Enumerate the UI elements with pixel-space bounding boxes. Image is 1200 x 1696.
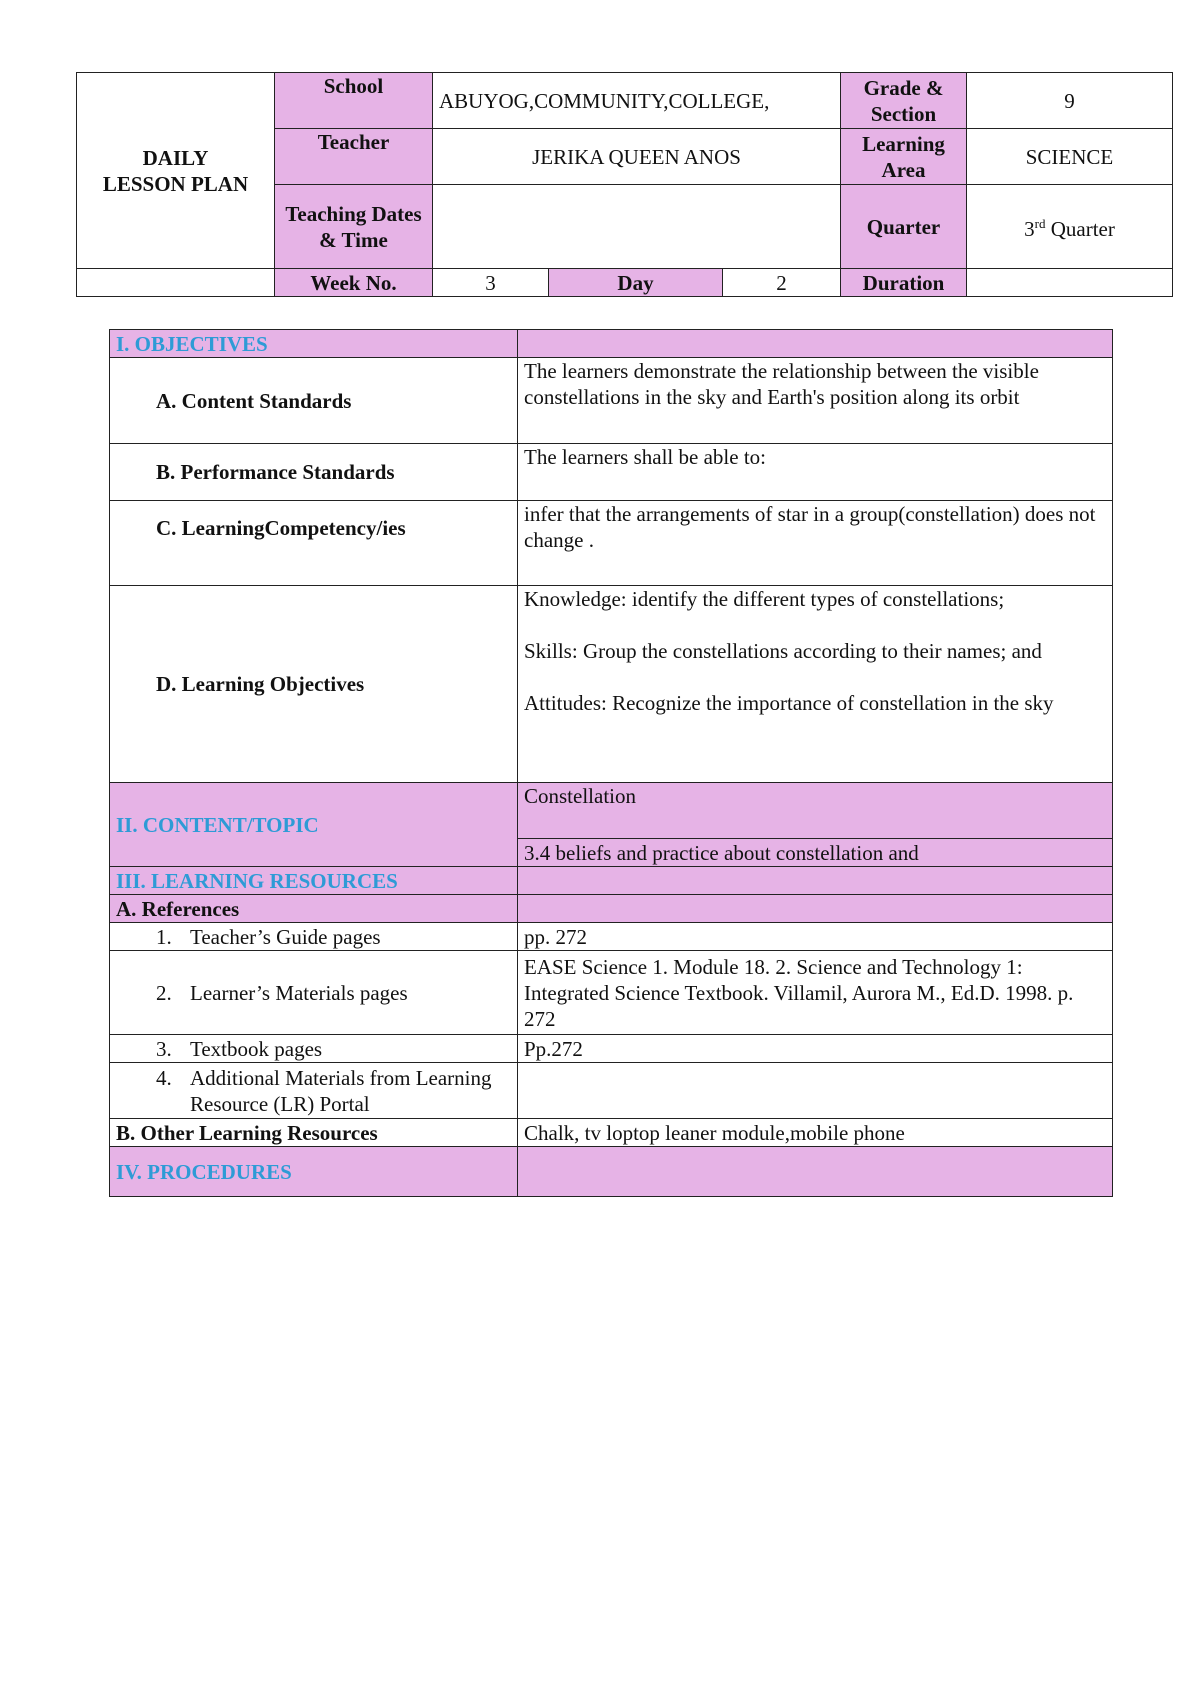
learning-resources-heading-blank bbox=[518, 867, 1113, 895]
objective-attitudes: Attitudes: Recognize the importance of constellation in the sky bbox=[524, 691, 1054, 715]
other-resources-label: B. Other Learning Resources bbox=[110, 1119, 518, 1147]
content-topic-heading: II. CONTENT/TOPIC bbox=[110, 783, 518, 867]
resource-number: 2. bbox=[156, 980, 172, 1005]
other-resources-value: Chalk, tv loptop leaner module,mobile phone bbox=[518, 1119, 1113, 1147]
quarter-label: Quarter bbox=[841, 185, 967, 269]
objectives-heading-blank bbox=[518, 330, 1113, 358]
objectives-heading: I. OBJECTIVES bbox=[110, 330, 518, 358]
title-cell-bottom bbox=[77, 269, 275, 297]
objective-knowledge: Knowledge: identify the different types of constellations; bbox=[524, 587, 1005, 611]
week-value: 3 bbox=[433, 269, 549, 297]
learning-area-label: Learning Area bbox=[841, 129, 967, 185]
table-row bbox=[110, 951, 1113, 1035]
quarter-word: Quarter bbox=[1045, 217, 1115, 241]
table-row bbox=[110, 1063, 1113, 1119]
content-standards-value: The learners demonstrate the relationship between the visible constellations in the sky and Earth's position along its orbit bbox=[518, 358, 1113, 444]
lesson-plan-table bbox=[109, 329, 1113, 1197]
school-label: School bbox=[275, 73, 433, 129]
teaching-dates-label: Teaching Dates & Time bbox=[275, 185, 433, 269]
resource-label bbox=[110, 1035, 518, 1063]
header-table bbox=[76, 72, 1173, 297]
resource-value: EASE Science 1. Module 18. 2. Science and Technology 1: Integrated Science Textbook. Villamil, Aurora M., Ed.D. 1998. p. 272 bbox=[518, 951, 1113, 1035]
content-subtopic-value: 3.4 beliefs and practice about constellation and bbox=[518, 839, 1113, 867]
resource-value: pp. 272 bbox=[518, 923, 1113, 951]
day-value: 2 bbox=[723, 269, 841, 297]
resource-label-text: Textbook pages bbox=[190, 1036, 323, 1061]
table-row bbox=[110, 923, 1113, 951]
resource-label bbox=[110, 951, 518, 1035]
title-line-1: DAILY bbox=[142, 145, 209, 170]
resource-label bbox=[110, 923, 518, 951]
objective-skills: Skills: Group the constellations according to their names; and bbox=[524, 639, 1042, 663]
performance-standards-value: The learners shall be able to: bbox=[518, 444, 1113, 501]
procedures-heading-blank bbox=[518, 1147, 1113, 1197]
procedures-heading: IV. PROCEDURES bbox=[110, 1147, 518, 1197]
table-row bbox=[110, 1035, 1113, 1063]
quarter-number: 3 bbox=[1024, 217, 1035, 241]
resource-number: 4. bbox=[156, 1065, 172, 1090]
title-line-2: LESSON PLAN bbox=[102, 171, 249, 196]
day-label: Day bbox=[549, 269, 723, 297]
quarter-suffix: rd bbox=[1034, 216, 1046, 231]
teacher-value: JERIKA QUEEN ANOS bbox=[433, 129, 841, 185]
references-label: A. References bbox=[110, 895, 518, 923]
content-standards-label: A. Content Standards bbox=[110, 358, 518, 444]
references-blank bbox=[518, 895, 1113, 923]
learning-area-value: SCIENCE bbox=[967, 129, 1173, 185]
content-topic-value: Constellation bbox=[518, 783, 1113, 839]
resource-label-text: Learner’s Materials pages bbox=[190, 980, 408, 1005]
learning-competency-value: infer that the arrangements of star in a group(constellation) does not change . bbox=[518, 501, 1113, 586]
document-title bbox=[77, 73, 275, 269]
learning-resources-heading: III. LEARNING RESOURCES bbox=[110, 867, 518, 895]
teaching-dates-value bbox=[433, 185, 841, 269]
resource-value bbox=[518, 1063, 1113, 1119]
duration-label: Duration bbox=[841, 269, 967, 297]
learning-objectives-label: D. Learning Objectives bbox=[110, 586, 518, 783]
resource-label bbox=[110, 1063, 518, 1119]
duration-value bbox=[967, 269, 1173, 297]
teacher-label: Teacher bbox=[275, 129, 433, 185]
school-value: ABUYOG,COMMUNITY,COLLEGE, bbox=[433, 73, 841, 129]
resource-label-text: Teacher’s Guide pages bbox=[190, 924, 381, 949]
resource-number: 3. bbox=[156, 1036, 172, 1061]
learning-objectives-value bbox=[518, 586, 1113, 783]
resource-value: Pp.272 bbox=[518, 1035, 1113, 1063]
quarter-value bbox=[967, 185, 1173, 269]
performance-standards-label: B. Performance Standards bbox=[110, 444, 518, 501]
resource-label-text: Additional Materials from Learning Resource (LR) Portal bbox=[190, 1065, 492, 1116]
grade-section-label: Grade & Section bbox=[841, 73, 967, 129]
learning-competency-label: C. LearningCompetency/ies bbox=[110, 501, 518, 586]
resource-number: 1. bbox=[156, 924, 172, 949]
grade-section-value: 9 bbox=[967, 73, 1173, 129]
week-label: Week No. bbox=[275, 269, 433, 297]
